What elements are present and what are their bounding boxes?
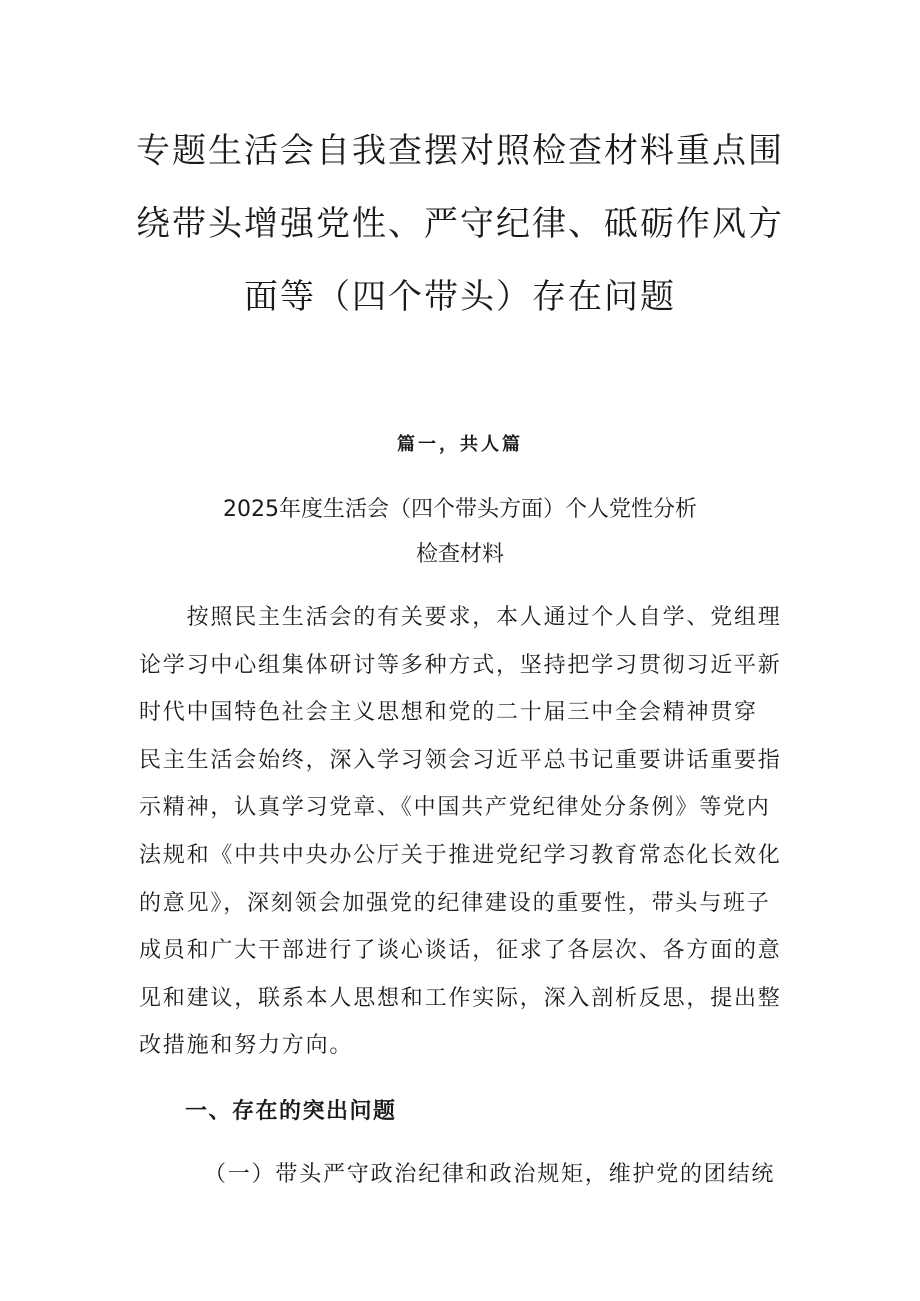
document-title <box>120 115 800 334</box>
title-line-1: 专题生活会自我查摆对照检查材料重点围 <box>136 131 784 171</box>
subtitle-line-2: 检查材料 <box>415 542 504 567</box>
body-line: 民主生活会始终，深入学习领会习近平总书记重要讲话重要指 <box>139 747 782 773</box>
title-line-3: 面等（四个带头）存在问题 <box>244 277 676 317</box>
body-line: 示精神，认真学习党章、《中国共产党纪律处分条例》等党内 <box>139 795 771 821</box>
subsection-heading: （一）带头严守政治纪律和政治规矩，维护党的团结统 <box>204 1162 776 1187</box>
section-heading: 一、存在的突出问题 <box>185 1099 397 1124</box>
document-subtitle <box>120 487 800 577</box>
title-line-2: 绕带头增强党性、严守纪律、砥砺作风方 <box>136 204 784 244</box>
body-line: 论学习中心组集体研讨等多种方式，坚持把学习贯彻习近平新 <box>139 652 782 678</box>
body-line: 成员和广大干部进行了谈心谈话，征求了各层次、各方面的意 <box>139 938 782 964</box>
body-line: 改措施和努力方向。 <box>139 1033 354 1059</box>
body-paragraph <box>139 594 794 1070</box>
body-line: 法规和《中共中央办公厅关于推进党纪学习教育常态化长效化 <box>139 842 782 868</box>
body-line: 见和建议，联系本人思想和工作实际，深入剖析反思，提出整 <box>139 985 782 1011</box>
body-line: 时代中国特色社会主义思想和党的二十届三中全会精神贯穿 <box>139 700 758 726</box>
body-line: 的意见》，深刻领会加强党的纪律建设的重要性，带头与班子 <box>139 890 771 916</box>
body-line: 按照民主生活会的有关要求，本人通过个人自学、党组理 <box>139 605 782 630</box>
subtitle-line-1: 2025年度生活会（四个带头方面）个人党性分析 <box>223 497 697 522</box>
section-label: 篇一，共人篇 <box>397 434 523 455</box>
